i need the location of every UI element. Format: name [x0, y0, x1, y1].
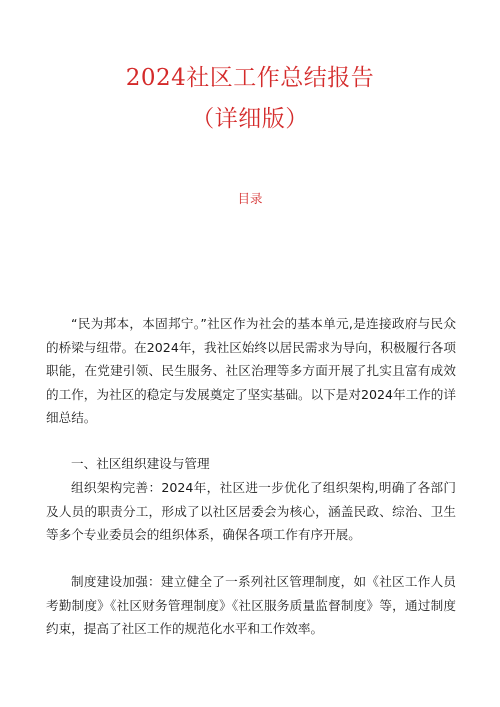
toc-label: 目录 — [237, 191, 263, 206]
intro-paragraph — [46, 312, 456, 430]
document-title: 2024社区工作总结报告 — [125, 65, 375, 91]
org-text: 组织架构完善：2024年，社区进一步优化了组织架构,明确了各部门及人员的职责分工，形成了以社区居委会为核心，涵盖民政、综治、卫生等多个专业委员会的组织体系，确保各项工作有序开展。 — [46, 480, 456, 542]
intro-text: “民为邦本，本固邦宁。”社区作为社会的基本单元,是连接政府与民众的桥梁与纽带。在2024年，我社区始终以居民需求为导向，积极履行各项职能，在党建引领、民生服务、社区治理等多方面开展了扎实且富有成效的工作，为社区的稳定与发展奠定了坚实基础。以下是对2024年工作的详细总结。 — [46, 316, 456, 425]
org-paragraph — [46, 476, 456, 547]
rules-paragraph — [46, 570, 456, 641]
section1-heading: 一、社区组织建设与管理 — [71, 456, 210, 471]
rules-text: 制度建设加强：建立健全了一系列社区管理制度，如《社区工作人员考勤制度》《社区财务管理制度》《社区服务质量监督制度》等，通过制度约束，提高了社区工作的规范化水平和工作效率。 — [46, 574, 456, 636]
document-subtitle: （详细版） — [191, 106, 309, 132]
section-heading — [46, 452, 456, 476]
